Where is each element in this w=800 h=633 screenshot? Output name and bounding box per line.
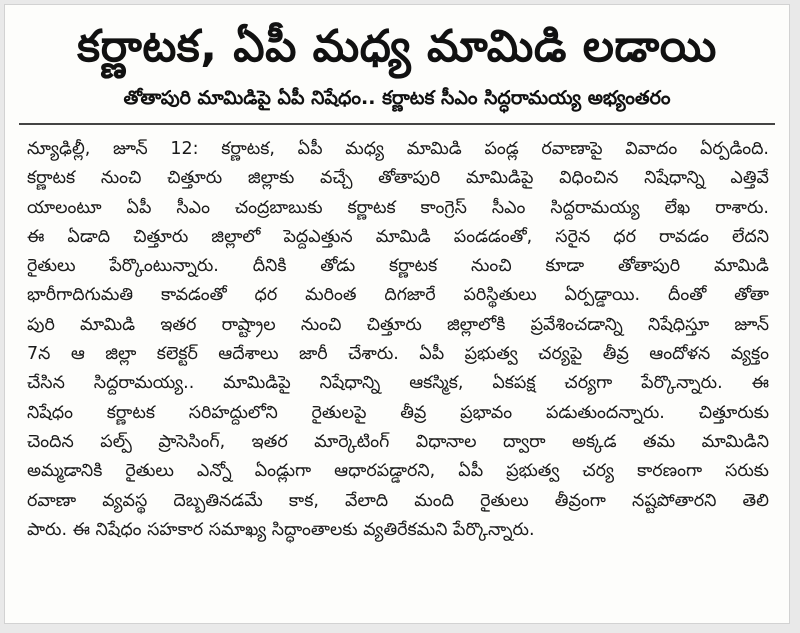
article-body — [27, 135, 769, 545]
article-headline: కర్ణాటక, ఏపీ మధ్య మామిడి లడాయి — [77, 21, 717, 72]
body-line: చెందిన పల్ప్ ప్రాసెసింగ్, ఇతర మార్కెటింగ్ విధానాల ద్వారా అక్కడ తమ మామిడిని — [27, 431, 769, 452]
body-line: చేసిన సిద్దరామయ్య.. మామిడిపై నిషేధాన్ని ఆకస్మిక, ఏకపక్ష చర్యగా పేర్కొన్నారు. ఈ — [27, 373, 769, 394]
body-line: 7న ఆ జిల్లా కలెక్టర్ ఆదేశాలు జారీ చేశారు. ఏపీ ప్రభుత్వ చర్యపై తీవ్ర ఆందోళన వ్యక్తం — [27, 344, 769, 365]
body-line: యాలంటూ ఏపీ సీఎం చంద్రబాబుకు కర్ణాటక కాంగ్రెస్ సీఎం సిద్దరామయ్య లేఖ రాశారు. — [27, 197, 769, 218]
body-line: పురి మామిడి ఇతర రాష్ట్రాల నుంచి చిత్తూరు జిల్లాలోకి ప్రవేశించడాన్ని నిషేధిస్తూ జూన్ — [27, 314, 769, 335]
body-line: రైతులు పేర్కొంటున్నారు. దీనికి తోడు కర్ణాటక నుంచి కూడా తోతాపురి మామిడి — [27, 256, 769, 277]
body-line: రవాణా వ్యవస్థ దెబ్బతినడమే కాక, వేలాది మంది రైతులు తీవ్రంగా నష్టపోతారని తెలి — [27, 490, 769, 511]
divider — [19, 123, 775, 125]
article-subheadline: తోతాపురి మామిడిపై ఏపీ నిషేధం.. కర్ణాటక సీఎం సిద్ధరామయ్య అభ్యంతరం — [123, 87, 671, 109]
body-line: కర్ణాటక నుంచి చిత్తూరు జిల్లాకు వచ్చే తోతాపురి మామిడిపై విధించిన నిషేధాన్ని ఎత్తివే — [27, 168, 769, 189]
body-line: పారు. ఈ నిషేధం సహకార సమాఖ్య సిద్ధాంతాలకు వ్యతిరేకమని పేర్కొన్నారు. — [27, 519, 535, 540]
body-line: నిషేధం కర్ణాటక సరిహద్దులోని రైతులపై తీవ్ర ప్రభావం పడుతుందన్నారు. చిత్తూరుకు — [27, 402, 769, 423]
body-line: భారీగాదిగుమతి కావడంతో ధర మరింత దిగజారే పరిస్థితులు ఏర్పడ్డాయి. దీంతో తోతా — [27, 285, 769, 306]
newspaper-clipping — [4, 4, 790, 624]
body-line: న్యూఢిల్లీ, జూన్ 12: కర్ణాటక, ఏపీ మధ్య మామిడి పండ్ల రవాణాపై వివాదం ఏర్పడింది. — [27, 139, 769, 159]
body-line: అమ్మడానికి రైతులు ఎన్నో ఏండ్లుగా ఆధారపడ్డారని, ఏపీ ప్రభుత్వ చర్య కారణంగా సరుకు — [27, 461, 769, 482]
body-line: ఈ ఏడాది చిత్తూరు జిల్లాలో పెద్దఎత్తున మామిడి పండడంతో, సరైన ధర రావడం లేదని — [27, 226, 769, 247]
